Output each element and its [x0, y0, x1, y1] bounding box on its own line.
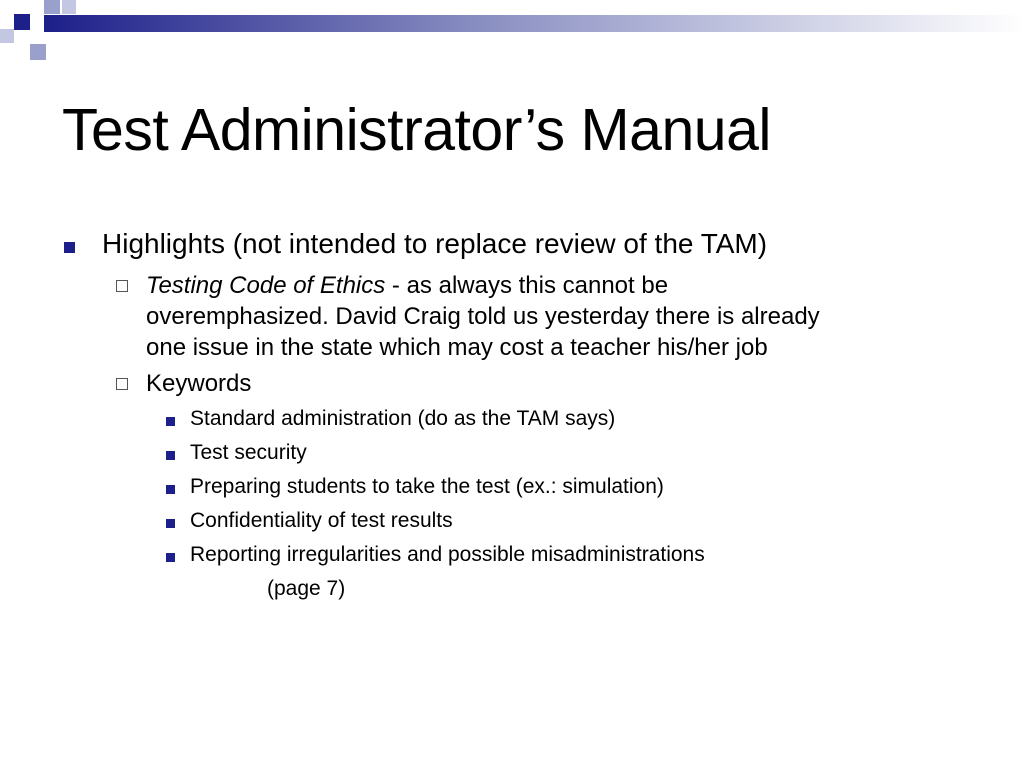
keyword-item: Test security — [190, 441, 307, 464]
bullet-highlights: Highlights (not intended to replace review of the TAM) — [102, 228, 768, 259]
bullet-keywords: Keywords — [146, 370, 252, 397]
square-bullet-icon — [166, 451, 175, 460]
hollow-square-bullet-icon — [116, 280, 128, 292]
slide-title: Test Administrator’s Manual — [62, 97, 772, 163]
code-of-ethics-text: - as always this cannot be — [385, 272, 669, 299]
code-of-ethics-emphasis: Testing Code of Ethics — [146, 272, 386, 299]
keyword-item: Standard administration (do as the TAM says) — [190, 407, 616, 430]
hollow-square-bullet-icon — [116, 378, 128, 390]
keyword-item: Reporting irregularities and possible misadministrations — [190, 543, 705, 566]
square-bullet-icon — [166, 519, 175, 528]
keyword-item: Preparing students to take the test (ex.: simulation) — [190, 475, 664, 498]
square-bullet-icon — [166, 553, 175, 562]
bullet-code-of-ethics-line-2: overemphasized. David Craig told us yesterday there is already — [146, 303, 820, 330]
square-bullet-icon — [166, 417, 175, 426]
bullet-code-of-ethics-line-3: one issue in the state which may cost a teacher his/her job — [146, 334, 768, 361]
page-reference-note: (page 7) — [267, 577, 346, 600]
bullet-code-of-ethics-line-1 — [146, 270, 668, 301]
square-bullet-icon — [166, 485, 175, 494]
square-bullet-icon — [64, 242, 75, 253]
keyword-item: Confidentiality of test results — [190, 509, 453, 532]
